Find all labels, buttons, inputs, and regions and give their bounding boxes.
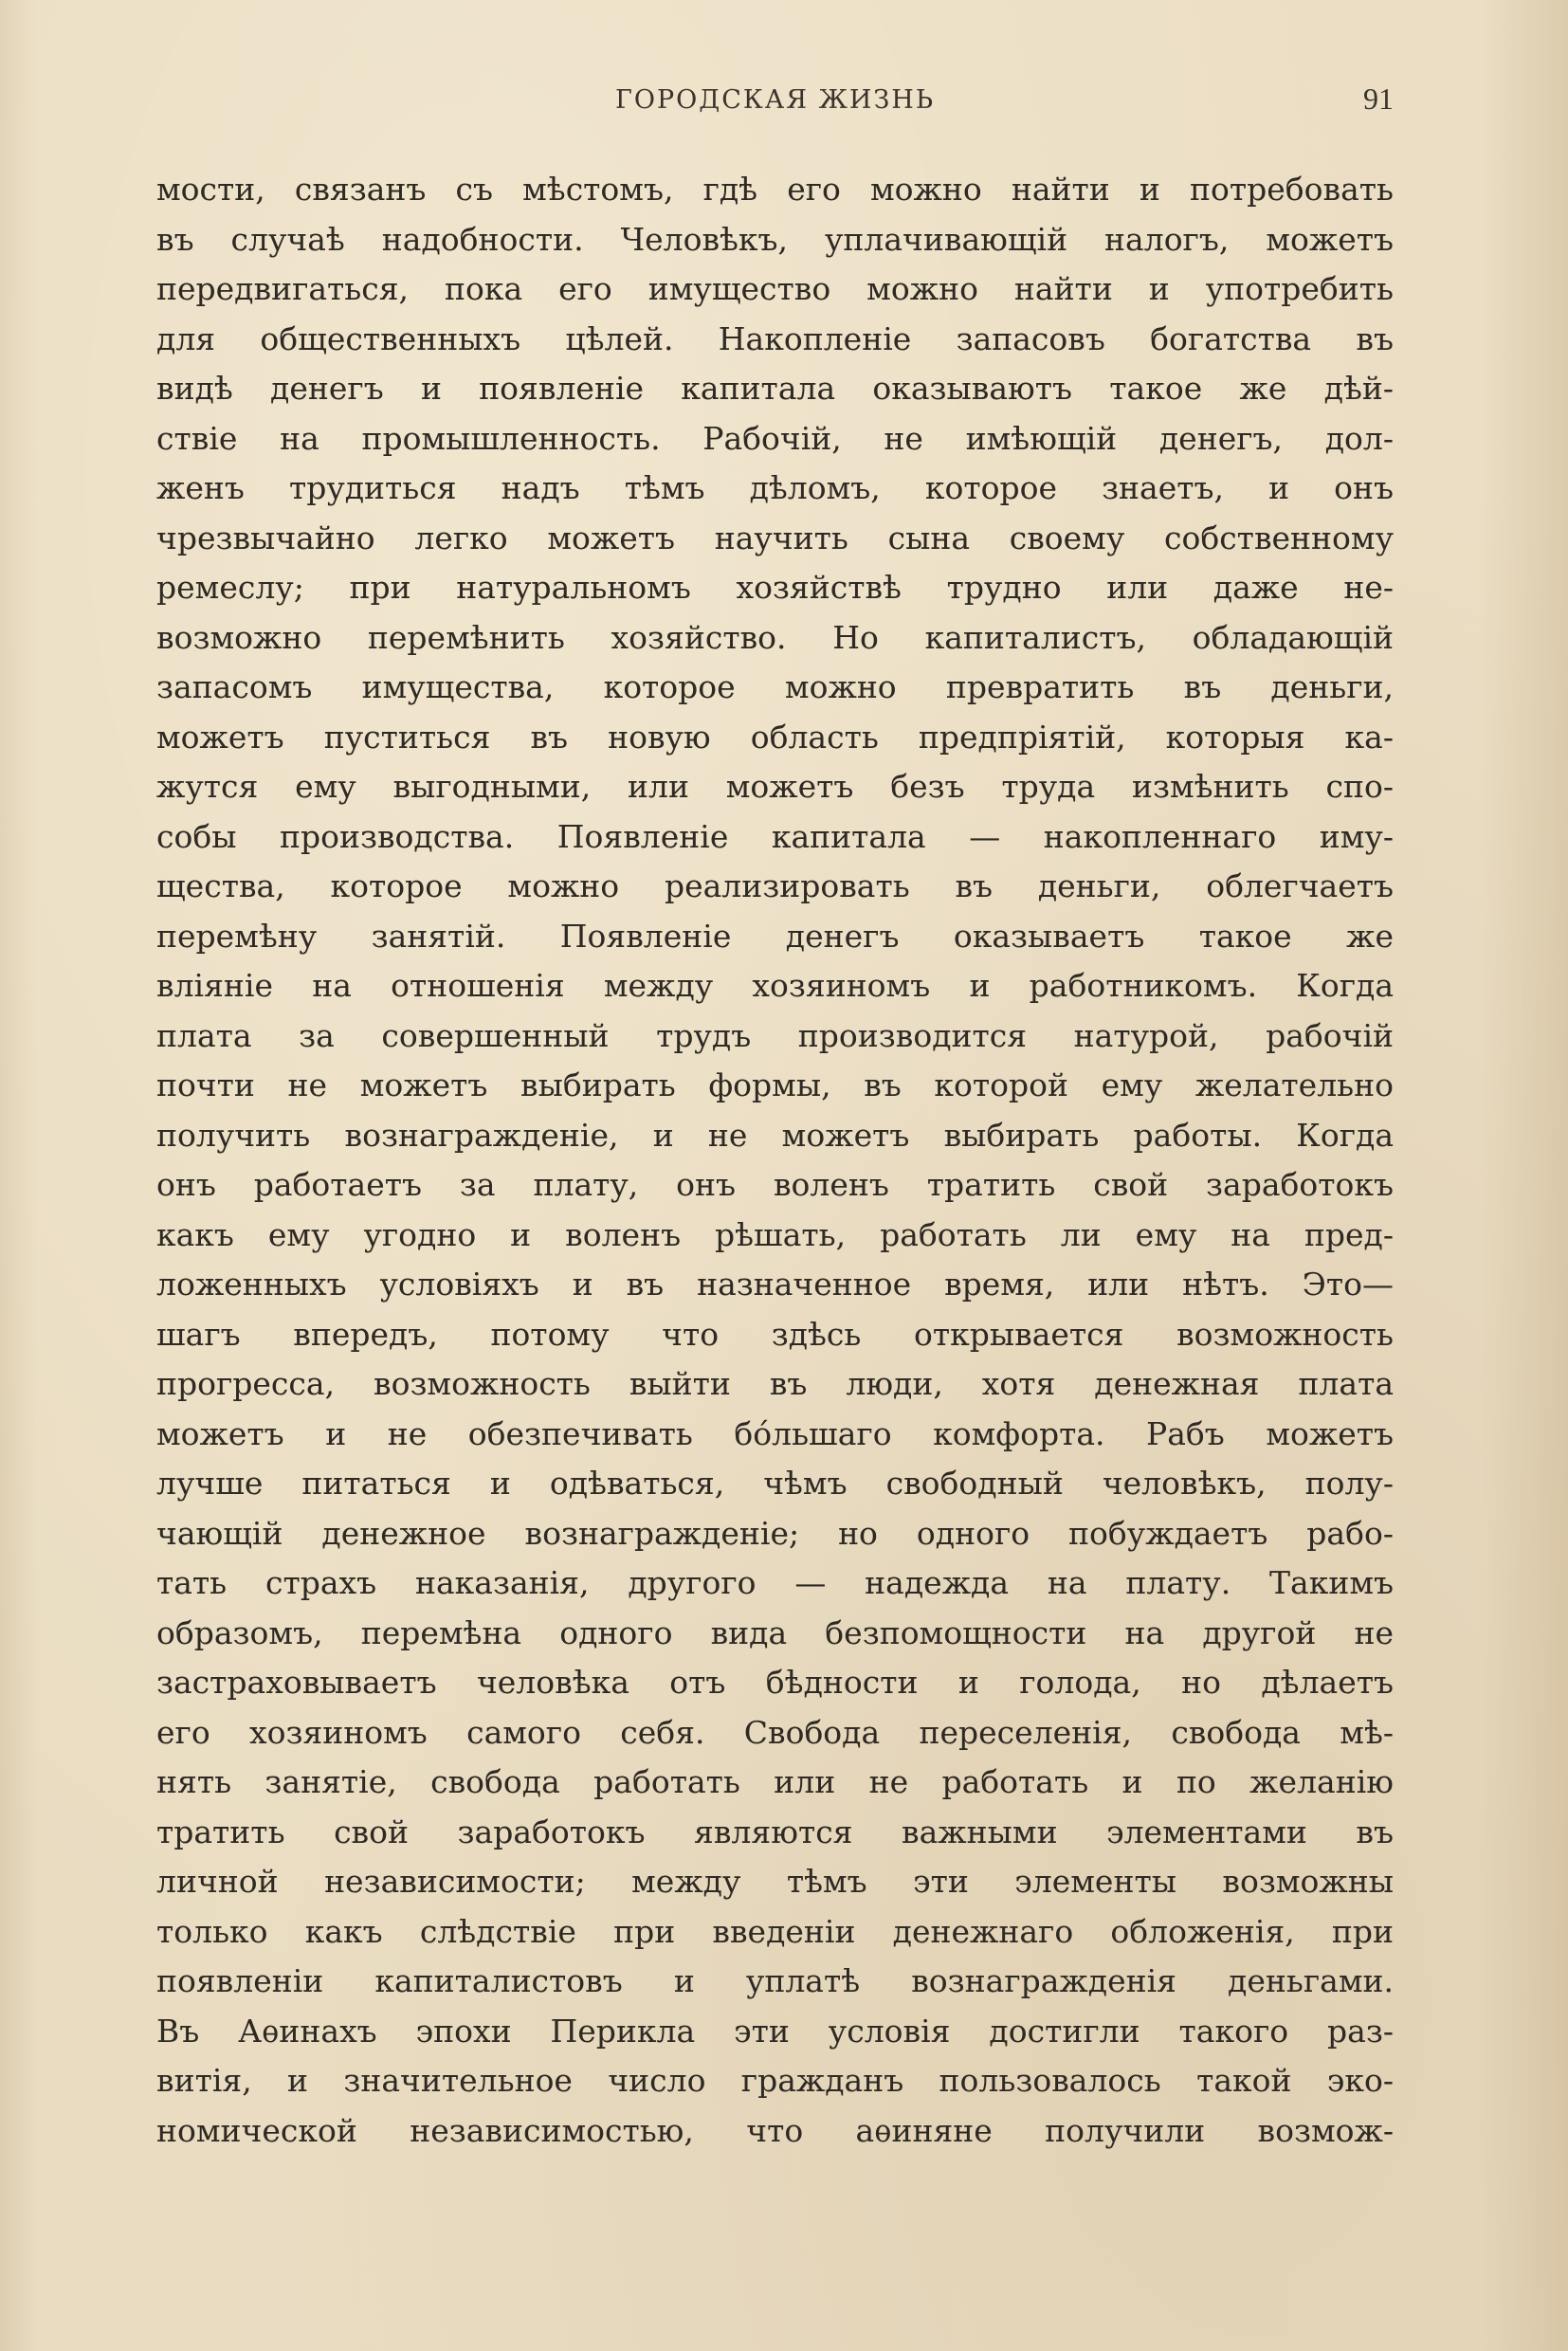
text-line: почти не можетъ выбирать формы, въ которой ему желательно (156, 1066, 1394, 1103)
text-line: его хозяиномъ самого себя. Свобода переселенія, свобода мѣ- (156, 1713, 1394, 1751)
text-line: личной независимости; между тѣмъ эти элементы возможны (156, 1863, 1394, 1900)
text-line: можетъ и не обезпечивать бóльшаго комфорта. Рабъ можетъ (156, 1414, 1394, 1452)
text-line: вліяніе на отношенія между хозяиномъ и работникомъ. Когда (156, 967, 1394, 1004)
text-line: чающій денежное вознагражденіе; но одного побуждаетъ рабо- (156, 1514, 1394, 1552)
text-line: образомъ, перемѣна одного вида безпомощности на другой не (156, 1613, 1394, 1651)
text-line: ложенныхъ условіяхъ и въ назначенное время, или нѣтъ. Это— (156, 1266, 1394, 1303)
text-line: тать страхъ наказанія, другого — надежда на плату. Такимъ (156, 1564, 1394, 1601)
text-line: лучше питаться и одѣваться, чѣмъ свободный человѣкъ, полу- (156, 1465, 1394, 1502)
text-line: плата за совершенный трудъ производится натурой, рабочій (156, 1016, 1394, 1054)
text-line: нять занятіе, свобода работать или не работать и по желанію (156, 1763, 1394, 1800)
text-line: получить вознагражденіе, и не можетъ выбирать работы. Когда (156, 1116, 1394, 1154)
body-text (156, 165, 1394, 2156)
text-line: чрезвычайно легко можетъ научить сына своему собственному (156, 519, 1394, 556)
text-line: щества, которое можно реализировать въ деньги, облегчаетъ (156, 867, 1394, 904)
text-line: шагъ впередъ, потому что здѣсь открывается возможность (156, 1315, 1394, 1353)
text-line: для общественныхъ цѣлей. Накопленіе запасовъ богатства въ (156, 319, 1394, 357)
text-line: только какъ слѣдствіе при введеніи денежнаго обложенія, при (156, 1912, 1394, 1950)
text-line: запасомъ имущества, которое можно превратить въ деньги, (156, 668, 1394, 705)
text-line: видѣ денегъ и появленіе капитала оказываютъ такое же дѣй- (156, 370, 1394, 407)
text-line: ствіе на промышленность. Рабочій, не имѣющій денегъ, дол- (156, 419, 1394, 457)
text-line: появленіи капиталистовъ и уплатѣ вознагражденія деньгами. (156, 1962, 1394, 1999)
text-line: мости, связанъ съ мѣстомъ, гдѣ его можно найти и потребовать (156, 171, 1394, 208)
text-line: витія, и значительное число гражданъ пользовалось такой эко- (156, 2062, 1394, 2099)
text-line: собы производства. Появленіе капитала — накопленнаго иму- (156, 817, 1394, 855)
text-line: возможно перемѣнить хозяйство. Но капиталистъ, обладающій (156, 618, 1394, 656)
text-line: прогресса, возможность выйти въ люди, хотя денежная плата (156, 1365, 1394, 1402)
text-line: застраховываетъ человѣка отъ бѣдности и голода, но дѣлаетъ (156, 1664, 1394, 1701)
text-line: ремеслу; при натуральномъ хозяйствѣ трудно или даже не- (156, 569, 1394, 606)
text-line: можетъ пуститься въ новую область предпріятій, которыя ка- (156, 718, 1394, 756)
page-number: 91 (1363, 82, 1394, 116)
text-line: жутся ему выгодными, или можетъ безъ труда измѣнить спо- (156, 768, 1394, 805)
text-line: онъ работаетъ за плату, онъ воленъ тратить свой заработокъ (156, 1166, 1394, 1203)
text-line: номической независимостью, что аѳиняне получили возмож- (156, 2111, 1394, 2149)
text-line: женъ трудиться надъ тѣмъ дѣломъ, которое знаетъ, и онъ (156, 469, 1394, 506)
text-line: Въ Аѳинахъ эпохи Перикла эти условія достигли такого раз- (156, 2012, 1394, 2050)
running-head (156, 82, 1394, 119)
text-line: перемѣну занятій. Появленіе денегъ оказываетъ такое же (156, 917, 1394, 955)
text-line: передвигаться, пока его имущество можно найти и употребить (156, 270, 1394, 307)
running-title: ГОРОДСКАЯ ЖИЗНЬ (614, 85, 936, 115)
text-line: тратить свой заработокъ являются важными элементами въ (156, 1813, 1394, 1850)
text-line: какъ ему угодно и воленъ рѣшать, работать ли ему на пред- (156, 1215, 1394, 1253)
text-line: въ случаѣ надобности. Человѣкъ, уплачивающій налогъ, можетъ (156, 220, 1394, 258)
